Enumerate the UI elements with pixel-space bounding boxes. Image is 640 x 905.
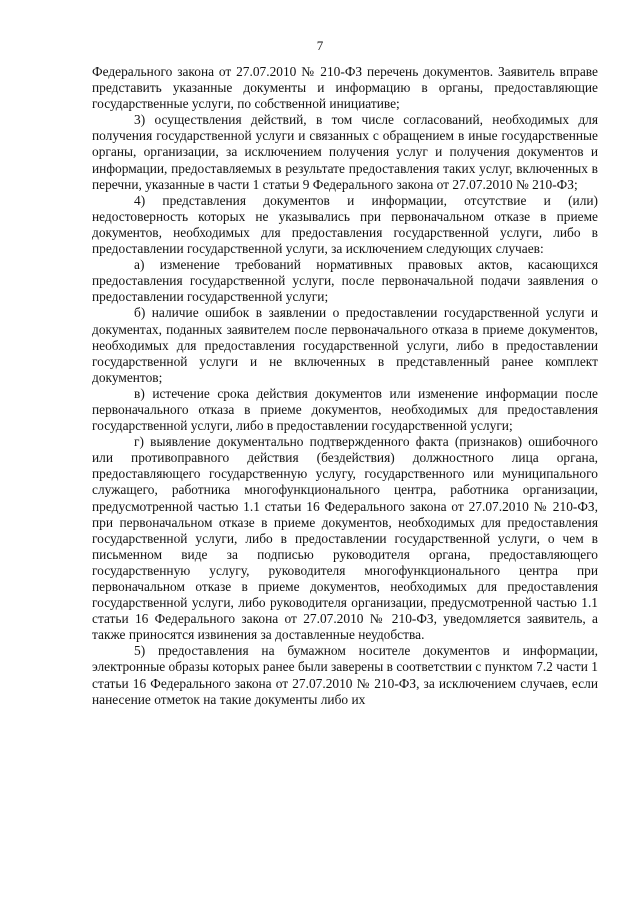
paragraph-subitem-g: г) выявление документально подтвержденного факта (признаков) ошибочного или противоправного действия (бездействия) должностного лица органа, предоставляющего государственную услугу, государственного или муниципального служащего, работника многофункционального центра, работника организации, предусмотренной частью 1.1 статьи 16 Федерального закона от 27.07.2010 № 210-ФЗ, при первоначальном отказе в приеме документов, необходимых для предоставления государственной услуги, либо в предоставлении государственной услуги, о чем в письменном виде за подписью руководителя органа, предоставляющего государственную услугу, руководителя многофункционального центра при первоначальном отказе в приеме документов, необходимых для предоставления государственной услуги, либо руководителя организации, предусмотренной частью 1.1 статьи 16 Федерального закона от 27.07.2010 № 210-ФЗ, уведомляется заявитель, а также приносятся извинения за доставленные неудобства. bbox=[92, 434, 598, 643]
paragraph-item-5: 5) предоставления на бумажном носителе документов и информации, электронные образы которых ранее были заверены в соответствии с пунктом 7.2 части 1 статьи 16 Федерального закона от 27.07.2010 № 210-ФЗ, за исключением случаев, если нанесение отметок на такие документы либо их bbox=[92, 643, 598, 707]
paragraph-continuation: Федерального закона от 27.07.2010 № 210-ФЗ перечень документов. Заявитель вправе представить указанные документы и информацию в органы, предоставляющие государственные услуги, по собственной инициативе; bbox=[92, 64, 598, 112]
paragraph-item-4: 4) представления документов и информации, отсутствие и (или) недостоверность которых не указывались при первоначальном отказе в приеме документов, необходимых для предоставления государственной услуги, либо в предоставлении государственной услуги, за исключением следующих случаев: bbox=[92, 192, 598, 257]
page-number: 7 bbox=[316, 38, 324, 53]
paragraph-subitem-b: б) наличие ошибок в заявлении о предоставлении государственной услуги и документах, поданных заявителем после первоначального отказа в приеме документов, необходимых для предоставления государственной услуги, либо в предоставлении государственной услуги и не включенных в представленный ранее комплект документов; bbox=[92, 305, 598, 385]
paragraph-subitem-a: а) изменение требований нормативных правовых актов, касающихся предоставления государственной услуги, после первоначальной подачи заявления о предоставлении государственной услуги; bbox=[92, 257, 598, 305]
document-body bbox=[92, 64, 598, 708]
paragraph-item-3: 3) осуществления действий, в том числе согласований, необходимых для получения государственной услуги и связанных с обращением в иные государственные органы, организации, за исключением получения услуг и получения документов и информации, предоставляемых в результате предоставления таких услуг, включенных в перечни, указанные в части 1 статьи 9 Федерального закона от 27.07.2010 № 210-ФЗ; bbox=[92, 112, 598, 192]
paragraph-subitem-v: в) истечение срока действия документов или изменение информации после первоначального отказа в приеме документов, необходимых для предоставления государственной услуги, либо в предоставлении государственной услуги; bbox=[92, 385, 598, 434]
